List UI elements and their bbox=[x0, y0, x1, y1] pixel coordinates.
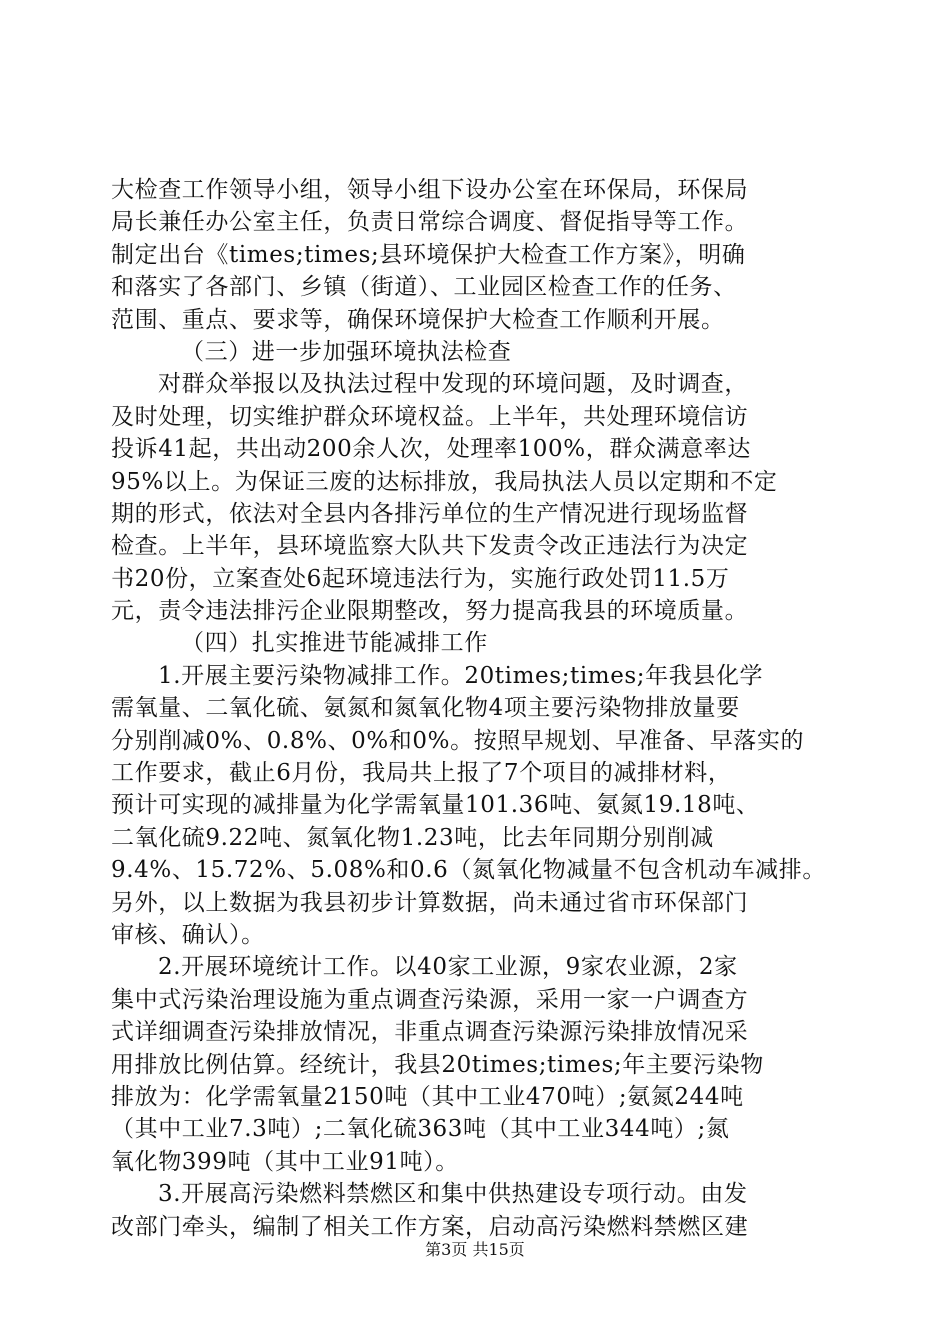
body-text-line: 检查。上半年，县环境监察大队共下发责令改正违法行为决定 bbox=[111, 533, 749, 560]
body-text-line: 95%以上。为保证三废的达标排放，我局执法人员以定期和不定 bbox=[111, 468, 778, 495]
body-text-line: 1.开展主要污染物减排工作。20times;times;年我县化学 bbox=[158, 662, 764, 689]
body-text-line: 制定出台《times;times;县环境保护大检查工作方案》，明确 bbox=[111, 241, 746, 268]
body-text-line: 需氧量、二氧化硫、氨氮和氮氧化物4项主要污染物排放量要 bbox=[111, 695, 740, 722]
body-text-line: 投诉41起，共出动200余人次，处理率100%，群众满意率达 bbox=[111, 436, 751, 463]
body-text-line: 氧化物399吨（其中工业91吨）。 bbox=[111, 1148, 459, 1175]
body-text-line: 书20份，立案查处6起环境违法行为，实施行政处罚11.5万 bbox=[111, 565, 730, 592]
body-text-line: 工作要求，截止6月份，我局共上报了7个项目的减排材料， bbox=[111, 760, 732, 787]
body-text-line: 大检查工作领导小组，领导小组下设办公室在环保局，环保局 bbox=[111, 177, 749, 203]
body-text-line: 排放为：化学需氧量2150吨（其中工业470吨）;氨氮244吨 bbox=[111, 1083, 744, 1110]
body-text-line: 元，责令违法排污企业限期整改，努力提高我县的环境质量。 bbox=[111, 598, 749, 625]
body-text-line: 及时处理，切实维护群众环境权益。上半年，共处理环境信访 bbox=[111, 403, 749, 430]
body-text-line: 式详细调查污染排放情况，非重点调查污染源污染排放情况采 bbox=[111, 1019, 749, 1046]
body-text-line: 分别削减0%、0.8%、0%和0%。按照早规划、早准备、早落实的 bbox=[111, 727, 805, 754]
page-number-footer: 第3页 共15页 bbox=[425, 1240, 525, 1259]
body-text-line: 集中式污染治理设施为重点调查污染源，采用一家一户调查方 bbox=[111, 986, 749, 1013]
body-text-line: 2.开展环境统计工作。以40家工业源，9家农业源，2家 bbox=[158, 954, 738, 981]
body-text-line: 审核、确认）。 bbox=[111, 921, 265, 948]
body-text-line: 改部门牵头，编制了相关工作方案，启动高污染燃料禁燃区建 bbox=[111, 1213, 749, 1240]
body-text-line: 9.4%、15.72%、5.08%和0.6（氮氧化物减量不包含机动车减排。 bbox=[111, 857, 826, 884]
body-text-line: 对群众举报以及执法过程中发现的环境问题，及时调查， bbox=[158, 371, 748, 398]
section-heading-3: （三）进一步加强环境执法检查 bbox=[181, 338, 512, 365]
body-text-line: 二氧化硫9.22吨、氮氧化物1.23吨，比去年同期分别削减 bbox=[111, 824, 714, 851]
body-text-line: 范围、重点、要求等，确保环境保护大检查工作顺利开展。 bbox=[111, 306, 725, 333]
body-text-line: 局长兼任办公室主任，负责日常综合调度、督促指导等工作。 bbox=[111, 209, 749, 236]
body-text-line: 另外，以上数据为我县初步计算数据，尚未通过省市环保部门 bbox=[111, 889, 749, 916]
body-text-line: 3.开展高污染燃料禁燃区和集中供热建设专项行动。由发 bbox=[158, 1181, 748, 1208]
body-text-line: 用排放比例估算。经统计，我县20times;times;年主要污染物 bbox=[111, 1051, 764, 1078]
body-text-line: 预计可实现的减排量为化学需氧量101.36吨、氨氮19.18吨、 bbox=[111, 792, 760, 819]
body-text-line: 和落实了各部门、乡镇（街道）、工业园区检查工作的任务、 bbox=[111, 274, 737, 301]
document-body bbox=[111, 174, 836, 1243]
section-heading-4: （四）扎实推进节能减排工作 bbox=[181, 630, 488, 657]
body-text-line: 期的形式，依法对全县内各排污单位的生产情况进行现场监督 bbox=[111, 500, 749, 527]
body-text-line: （其中工业7.3吨）;二氧化硫363吨（其中工业344吨）;氮 bbox=[111, 1116, 730, 1143]
